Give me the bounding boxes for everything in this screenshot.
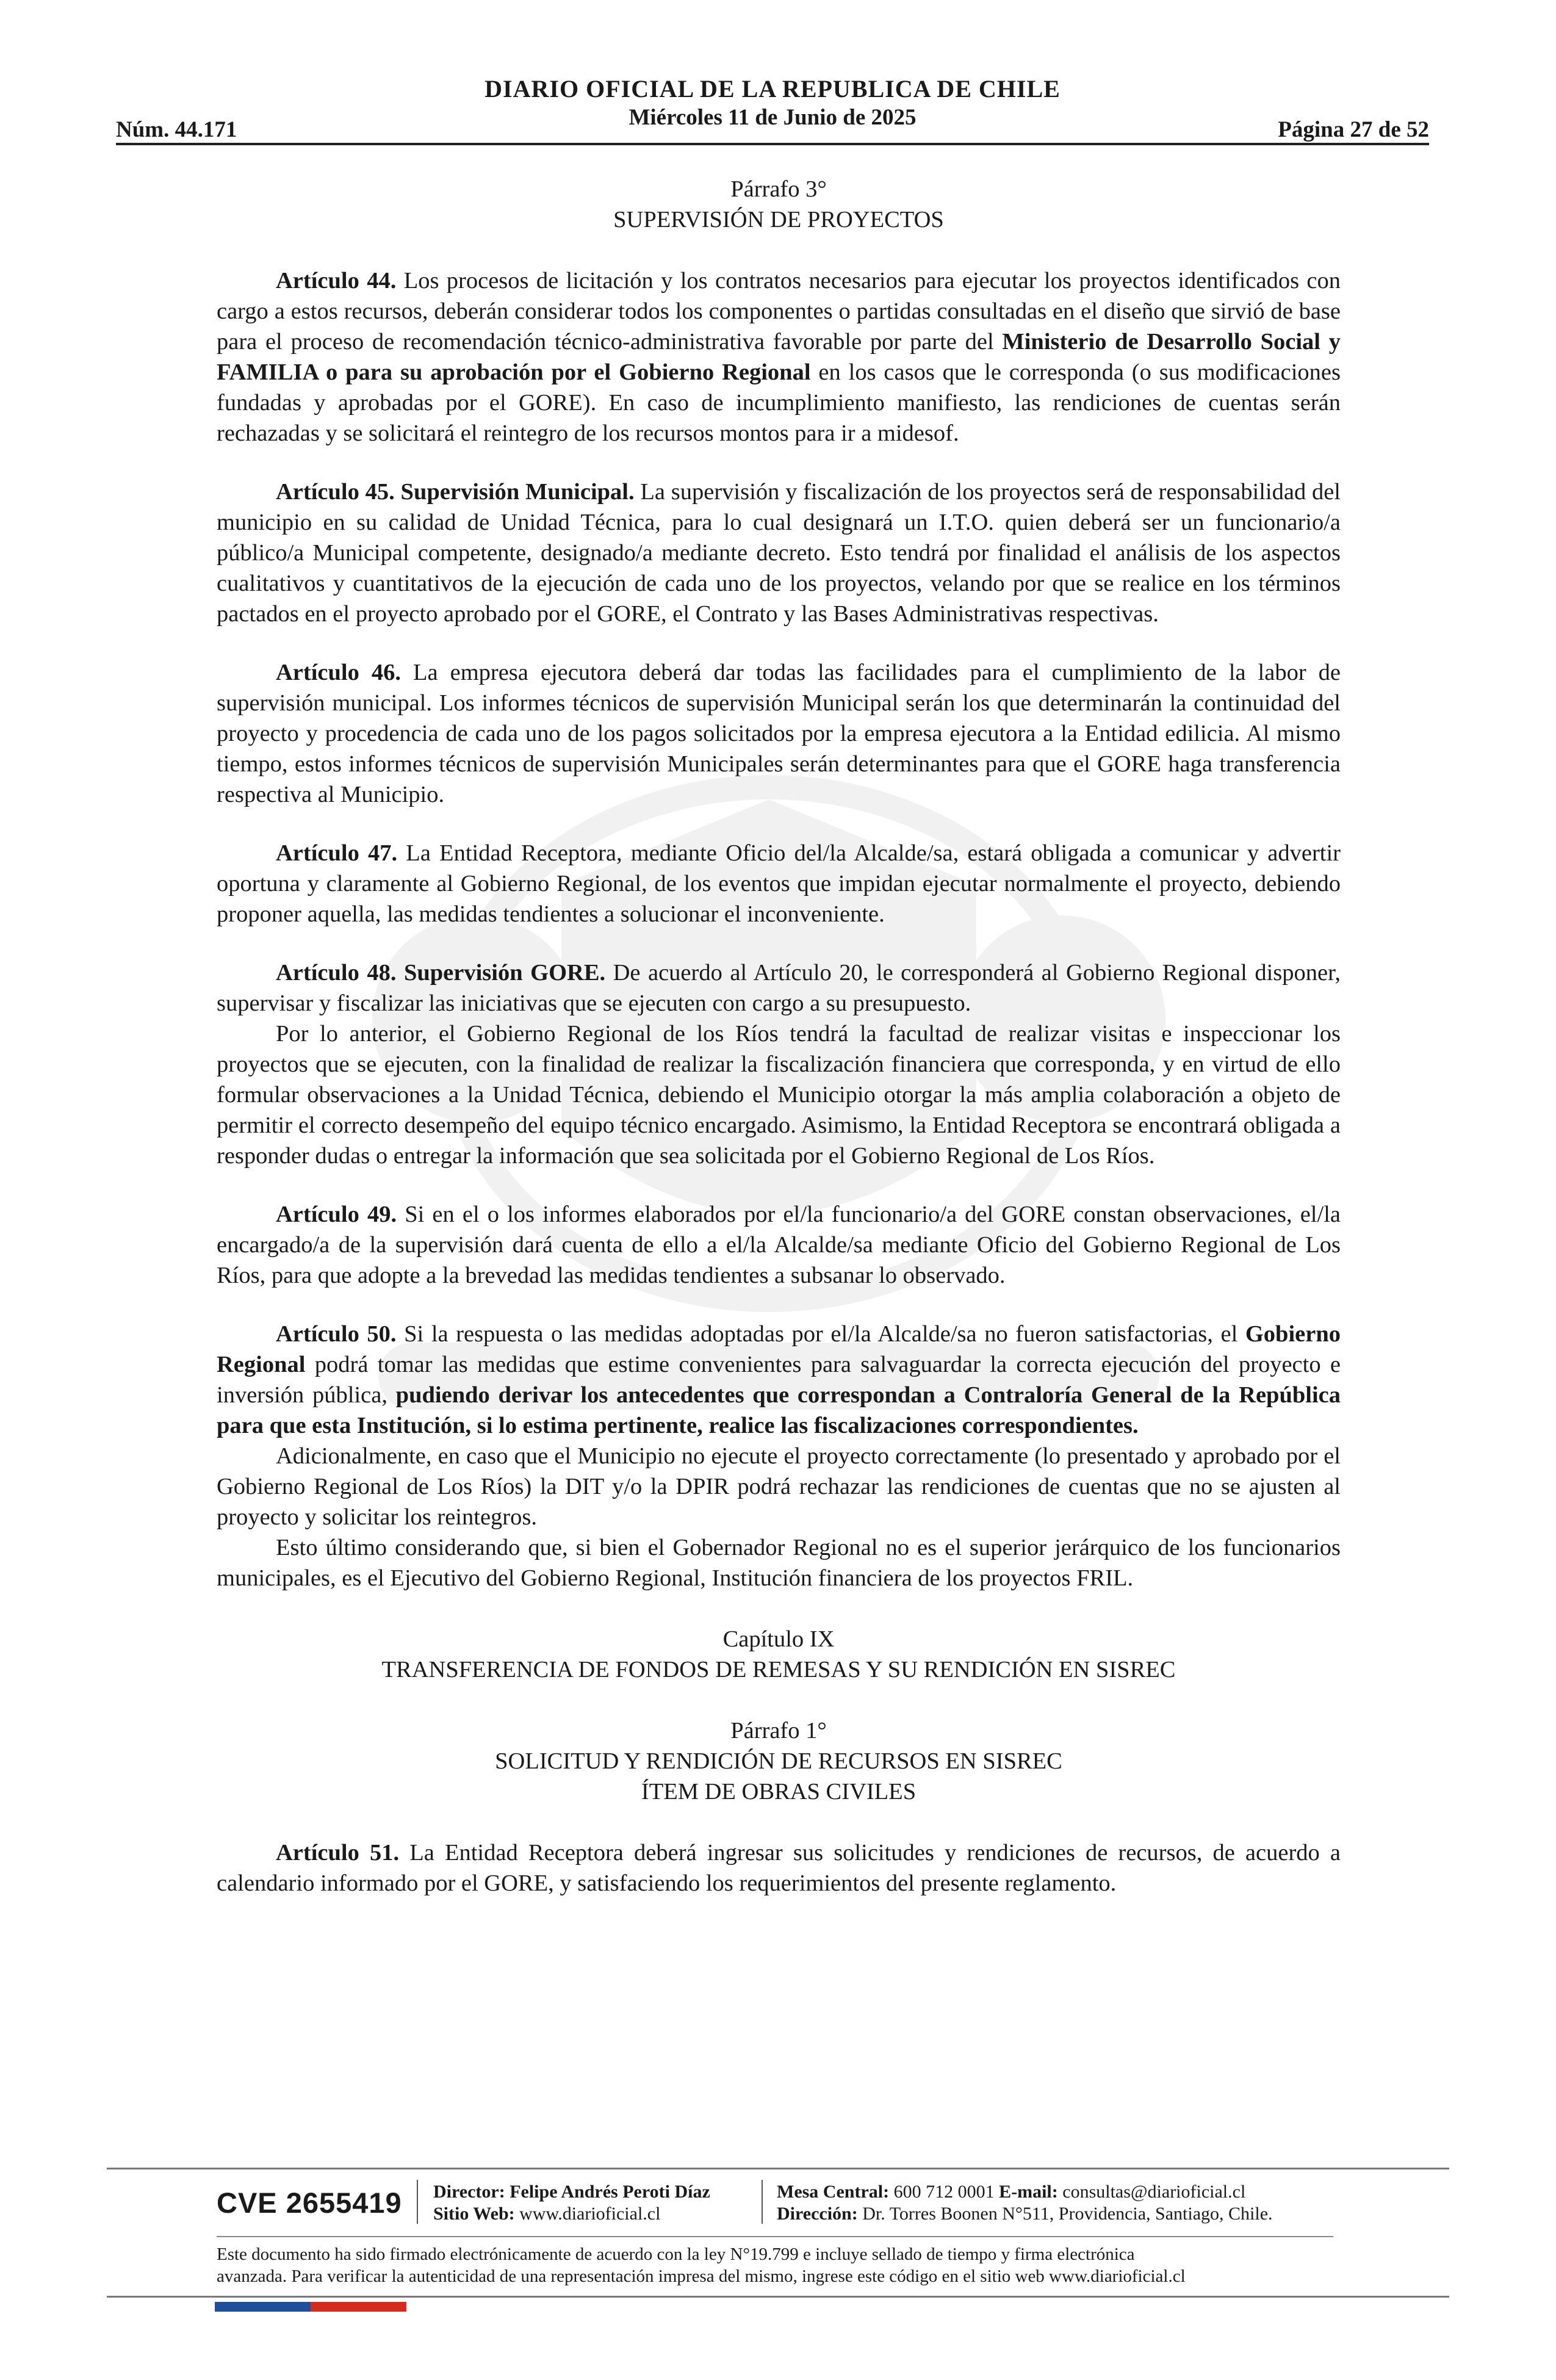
header-divider [116,143,1429,145]
article-label: Artículo 44. [276,268,397,294]
flag-stripe [215,2302,406,2312]
contact-info: Mesa Central: 600 712 0001 E-mail: consultas@diarioficial.cl Dirección: Dr. Torres Boonen N°511, Providencia, Santiago, Chile. [777,2182,1273,2224]
article-label: Artículo 51. [276,1840,400,1866]
section-title: SOLICITUD Y RENDICIÓN DE RECURSOS EN SISREC [495,1748,1062,1774]
article-49: Artículo 49. Si en el o los informes elaborados por el/la funcionario/a del GORE constan observaciones, el/la encargado/a de la supervisión dará cuenta de ello a el/la Alcalde/sa mediante Oficio del Gobierno Regional de Los Ríos, para que adopte a la brevedad las medidas tendientes a subsanar lo observado. [217,1202,1341,1288]
article-label: Artículo 46. [276,660,401,685]
section-heading [217,1715,1341,1807]
chapter-title: TRANSFERENCIA DE FONDOS DE REMESAS Y SU RENDICIÓN EN SISREC [381,1657,1176,1682]
article-45: Artículo 45. Supervisión Municipal. La supervisión y fiscalización de los proyectos será de responsabilidad del municipio en su calidad de Unidad Técnica, para lo cual designará un I.T.O. quien deberá ser un funcionario/a público/a Municipal competente, designado/a mediante decreto. Esto tendrá por finalidad el análisis de los aspectos cualitativos y cuantitativos de la ejecución de cada uno de los proyectos, velando por que se realice en los términos pactados en el proyecto aprobado por el GORE, el Contrato y las Bases Administrativas respectivas. [217,479,1341,627]
article-label: Artículo 48. Supervisión GORE. [276,960,606,986]
chapter-heading [217,1624,1341,1685]
article-label: Artículo 50. [276,1321,397,1347]
article-50: Artículo 50. Si la respuesta o las medidas adoptadas por el/la Alcalde/sa no fueron satisfactorias, el Gobierno Regional podrá tomar las medidas que estime convenientes para salvaguardar la correcta ejecución del proyecto e inversión pública, pudiendo derivar los antecedentes que correspondan a Contraloría General de la República para que esta Institución, si lo estima pertinente, realice las fiscalizaciones correspondientes. [217,1321,1341,1438]
section-heading [217,174,1341,235]
article-48: Artículo 48. Supervisión GORE. De acuerdo al Artículo 20, le corresponderá al Gobierno Regional disponer, supervisar y fiscalizar las iniciativas que se ejecuten con cargo a su presupuesto. [217,960,1341,1016]
section-subtitle: ÍTEM DE OBRAS CIVILES [641,1779,917,1805]
page-footer [217,2179,1341,2227]
flag-red-segment [311,2302,406,2312]
legal-notice: Este documento ha sido firmado electrónicamente de acuerdo con la ley N°19.799 e incluye sellado de tiempo y firma electrónica avanzada. Para verificar la autenticidad de una representación impresa del mismo, ingrese este código en el sitio web www.diarioficial.cl [217,2245,1186,2286]
publication-date: Miércoles 11 de Junio de 2025 [629,105,917,130]
article-50-paragraph-2: Adicionalmente, en caso que el Municipio no ejecute el proyecto correctamente (lo presentado y aprobado por el Gobierno Regional de Los Ríos) la DIT y/o la DPIR podrá rechazar las rendiciones de cuentas que no se ajusten al proyecto y solicitar los reintegros. [217,1443,1341,1530]
section-number: Párrafo 1° [730,1718,827,1744]
article-50-paragraph-3: Esto último considerando que, si bien el Gobernador Regional no es el superior jerárquico de los funcionarios municipales, es el Ejecutivo del Gobierno Regional, Institución financiera de los proyectos FRIL. [217,1535,1341,1591]
article-label: Artículo 47. [276,840,398,866]
article-51: Artículo 51. La Entidad Receptora deberá ingresar sus solicitudes y rendiciones de recursos, de acuerdo a calendario informado por el GORE, y satisfaciendo los requerimientos del presente reglamento. [217,1840,1341,1896]
page-number: Página 27 de 52 [1278,117,1429,142]
footer-divider [217,2236,1333,2237]
website-link[interactable]: www.diarioficial.cl [514,2204,661,2224]
director-info: Director: Felipe Andrés Peroti Díaz Sitio Web: www.diarioficial.cl [433,2182,710,2224]
footer-separator [417,2180,418,2224]
footer-divider [107,2296,1449,2298]
chapter-number: Capítulo IX [722,1626,835,1652]
article-46: Artículo 46. La empresa ejecutora deberá dar todas las facilidades para el cumplimiento de la labor de supervisión municipal. Los informes técnicos de supervisión Municipal serán los que determinarán la continuidad del proyecto y procedencia de cada uno de los pagos solicitados por la empresa ejecutora a la Entidad edilicia. Al mismo tiempo, estos informes técnicos de supervisión Municipales serán determinantes para que el GORE haga transferencia respectiva al Municipio. [217,660,1341,807]
flag-blue-segment [215,2302,311,2312]
section-title: SUPERVISIÓN DE PROYECTOS [613,207,944,233]
page-header [116,74,1429,143]
email-link[interactable]: consultas@diarioficial.cl [1057,2182,1246,2202]
issue-number: Núm. 44.171 [116,117,237,142]
article-label: Artículo 45. Supervisión Municipal. [276,479,635,505]
article-label: Artículo 49. [276,1202,397,1227]
article-44: Artículo 44. Los procesos de licitación y los contratos necesarios para ejecutar los proyectos identificados con cargo a estos recursos, deberán considerar todos los componentes o partidas consultadas en el diseño que sirvió de base para el proceso de recomendación técnico-administrativa favorable por parte del Ministerio de Desarrollo Social y FAMILIA o para su aprobación por el Gobierno Regional en los casos que le corresponda (o sus modificaciones fundadas y aprobadas por el GORE). En caso de incumplimiento manifiesto, las rendiciones de cuentas serán rechazadas y se solicitará el reintegro de los recursos montos para ir a midesof. [217,268,1341,446]
document-body [217,174,1341,1899]
cve-code: CVE 2655419 [217,2187,402,2219]
article-48-paragraph-2: Por lo anterior, el Gobierno Regional de los Ríos tendrá la facultad de realizar visitas e inspeccionar los proyectos que se ejecuten, con la finalidad de realizar la fiscalización financiera que corresponda, y en virtud de ello formular observaciones a la Unidad Técnica, debiendo el Municipio otorgar la más amplia colaboración a objeto de permitir el correcto desempeño del equipo técnico encargado. Asimismo, la Entidad Receptora se encontrará obligada a responder dudas o entregar la información que sea solicitada por el Gobierno Regional de Los Ríos. [217,1021,1341,1169]
publication-title: DIARIO OFICIAL DE LA REPUBLICA DE CHILE [484,75,1061,103]
footer-divider [107,2168,1449,2169]
article-47: Artículo 47. La Entidad Receptora, mediante Oficio del/la Alcalde/sa, estará obligada a comunicar y advertir oportuna y claramente al Gobierno Regional, de los eventos que impidan ejecutar normalmente el proyecto, debiendo proponer aquella, las medidas tendientes a solucionar el inconveniente. [217,840,1341,927]
section-number: Párrafo 3° [730,176,827,202]
footer-separator [762,2180,763,2224]
